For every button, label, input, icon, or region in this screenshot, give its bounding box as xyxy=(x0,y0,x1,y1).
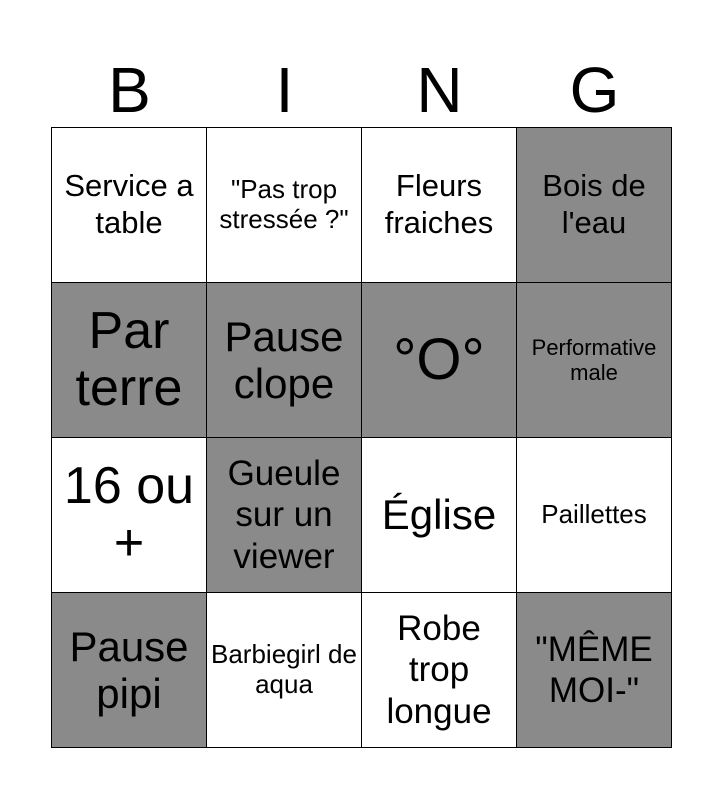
cell-label: "Pas trop stressée ?" xyxy=(219,174,349,234)
cell-label: Paillettes xyxy=(541,499,647,530)
cell-label: 16 ou + xyxy=(63,456,195,572)
bingo-board xyxy=(51,127,672,748)
bingo-cell[interactable] xyxy=(517,593,672,748)
bingo-cell[interactable] xyxy=(517,128,672,283)
cell-label: Bois de l'eau xyxy=(542,168,646,240)
bingo-cell[interactable] xyxy=(517,438,672,593)
cell-label: Barbiegirl de aqua xyxy=(211,639,357,699)
header-letter-b: B xyxy=(108,54,151,126)
bingo-cell[interactable] xyxy=(207,283,362,438)
cell-label: Service a table xyxy=(64,168,194,240)
bingo-cell[interactable] xyxy=(207,593,362,748)
cell-label: Par terre xyxy=(75,301,183,417)
cell-label: Fleurs fraiches xyxy=(384,168,494,240)
cell-label: Église xyxy=(381,491,497,539)
bingo-cell[interactable] xyxy=(207,438,362,593)
bingo-header xyxy=(52,52,672,128)
header-letter-n: N xyxy=(416,54,463,126)
bingo-cell[interactable] xyxy=(52,128,207,283)
cell-label: Pause clope xyxy=(224,312,344,407)
bingo-cell[interactable] xyxy=(362,593,517,748)
bingo-cell[interactable] xyxy=(362,438,517,593)
bingo-cell[interactable] xyxy=(362,283,517,438)
bingo-cell[interactable] xyxy=(52,438,207,593)
cell-label: °O° xyxy=(393,326,485,392)
header-letter-g: G xyxy=(569,54,620,126)
bingo-cell[interactable] xyxy=(52,593,207,748)
bingo-cell[interactable] xyxy=(517,283,672,438)
header-letter-i: I xyxy=(275,54,294,126)
cell-label: Pause pipi xyxy=(69,622,189,717)
bingo-cell[interactable] xyxy=(362,128,517,283)
cell-label: Gueule sur un viewer xyxy=(227,454,341,576)
cell-label: Robe trop longue xyxy=(386,609,492,731)
bingo-cell[interactable] xyxy=(207,128,362,283)
cell-label: "MÊME MOI-" xyxy=(535,629,653,710)
bingo-cell[interactable] xyxy=(52,283,207,438)
cell-label: Performative male xyxy=(531,334,657,385)
